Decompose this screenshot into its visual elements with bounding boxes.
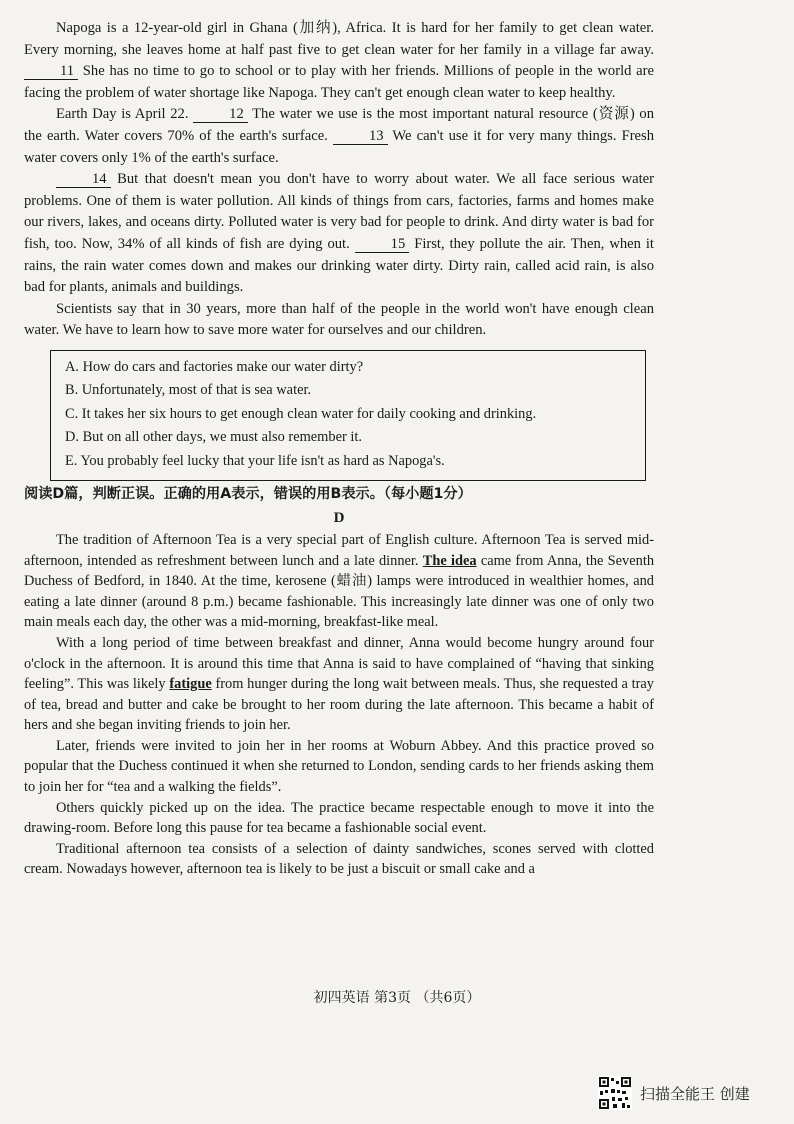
blank-11: 11: [24, 64, 78, 80]
passage-d-para-1: [24, 530, 654, 633]
passage-d-para-2: [24, 633, 654, 736]
text: from hunger during the long wait between meals. Thus, she requested a tray of tea, bread and butter and cake be brought to her room during the late afternoon. This became a habit of hers and she began inviting friends to join her.: [24, 676, 654, 734]
section-instruction: 阅读D篇，判断正误。正确的用A表示，错误的用B表示。（每小题1分）: [24, 485, 472, 502]
underlined-fatigue: fatigue: [169, 676, 212, 693]
blank-12: 12: [193, 107, 248, 123]
passage-d-para-3: Later, friends were invited to join her in her rooms at Woburn Abbey. And this practice proved so popular that the Duchess continued it when she returned to London, sending cards to her friends asking them to join her for “tea and a walking the fields”.: [24, 737, 654, 796]
blank-15: 15: [355, 237, 410, 253]
passage-c-para-1: [24, 18, 654, 104]
passage-c-para-2: [24, 104, 654, 169]
passage-d-para-5: Traditional afternoon tea consists of a selection of dainty sandwiches, scones served with clotted cream. Nowadays however, afternoon tea is likely to be just a biscuit or small cake and a: [24, 840, 654, 878]
blank-14: 14: [56, 172, 111, 188]
text: The water we use is the most important natural resource (资源) on the earth. Water covers 70% of the earth's surface.: [24, 106, 655, 144]
section-title: D: [333, 509, 345, 526]
text: came from Anna, the Seventh Duchess of Bedford, in 1840. At the time, kerosene (蜡油) lamps were introduced in wealthier homes, and eating a late dinner (around 8 p.m.) became fashionable. This increasingly late dinner was one of only two main meals each day, the other was a mid-morning, breakfast-like meal.: [24, 552, 655, 631]
blank-13: 13: [333, 129, 388, 145]
option-b: B. Unfortunately, most of that is sea water.: [65, 382, 312, 399]
options-box: [50, 350, 646, 481]
text: Earth Day is April 22.: [56, 106, 194, 123]
passage-d: [24, 530, 654, 880]
text: But that doesn't mean you don't have to worry about water. We all face serious water problems. One of them is water pollution. All kinds of things from cars, factories, farms and homes make our rivers, lakes, and oceans dirty. Polluted water is very bad for people to drink. And dirty water is bad for fish, too. Now, 34% of all kinds of fish are dying out.: [24, 171, 654, 252]
page-footer: 初四英语 第3页 （共6页）: [313, 990, 481, 1006]
option-a: A. How do cars and factories make our water dirty?: [65, 358, 364, 375]
text: First, they pollute the air. Then, when it rains, the rain water comes down and makes our drinking water dirty. Dirty rain, called acid rain, is also bad for plants, animals and buildings.: [24, 235, 654, 296]
passage-c-para-3: [24, 169, 654, 299]
passage-d-para-4: Others quickly picked up on the idea. The practice became respectable enough to move it into the drawing-room. Before long this pause for tea became a fashionable social event.: [24, 799, 654, 837]
passage-c-para-4: Scientists say that in 30 years, more than half of the people in the world won't have enough clean water. We have to learn how to save more water for ourselves and our children.: [24, 300, 654, 339]
text: With a long period of time between breakfast and dinner, Anna would become hungry around four o'clock in the afternoon. It is around this time that Anna is said to have complained of “having that sinking feeling”. This was likely: [24, 634, 654, 693]
text: The tradition of Afternoon Tea is a very special part of English culture. Afternoon Tea is served mid-afternoon, intended as refreshment between lunch and a late dinner.: [24, 531, 654, 569]
option-c: C. It takes her six hours to get enough clean water for daily cooking and drinking.: [65, 405, 537, 422]
option-e: E. You probably feel lucky that your life isn't as hard as Napoga's.: [65, 452, 445, 469]
text: We can't use it for very many things. Fresh water covers only 1% of the earth's surface.: [24, 127, 655, 166]
qr-code-icon: [598, 1076, 632, 1110]
scanner-watermark: 扫描全能王 创建: [640, 1085, 750, 1103]
text: Napoga is a 12-year-old girl in Ghana (加纳), Africa. It is hard for her family to get clean water. Every morning, she leaves home at half past five to get clean water for her family in a village far away.: [24, 20, 654, 58]
underlined-the-idea: The idea: [422, 552, 477, 569]
exam-page: [24, 18, 654, 880]
text: She has no time to go to school or to play with her friends. Millions of people in the world are facing the problem of water shortage like Napoga. They can't get enough clean water to keep healthy.: [24, 63, 654, 101]
option-d: D. But on all other days, we must also remember it.: [65, 429, 362, 446]
